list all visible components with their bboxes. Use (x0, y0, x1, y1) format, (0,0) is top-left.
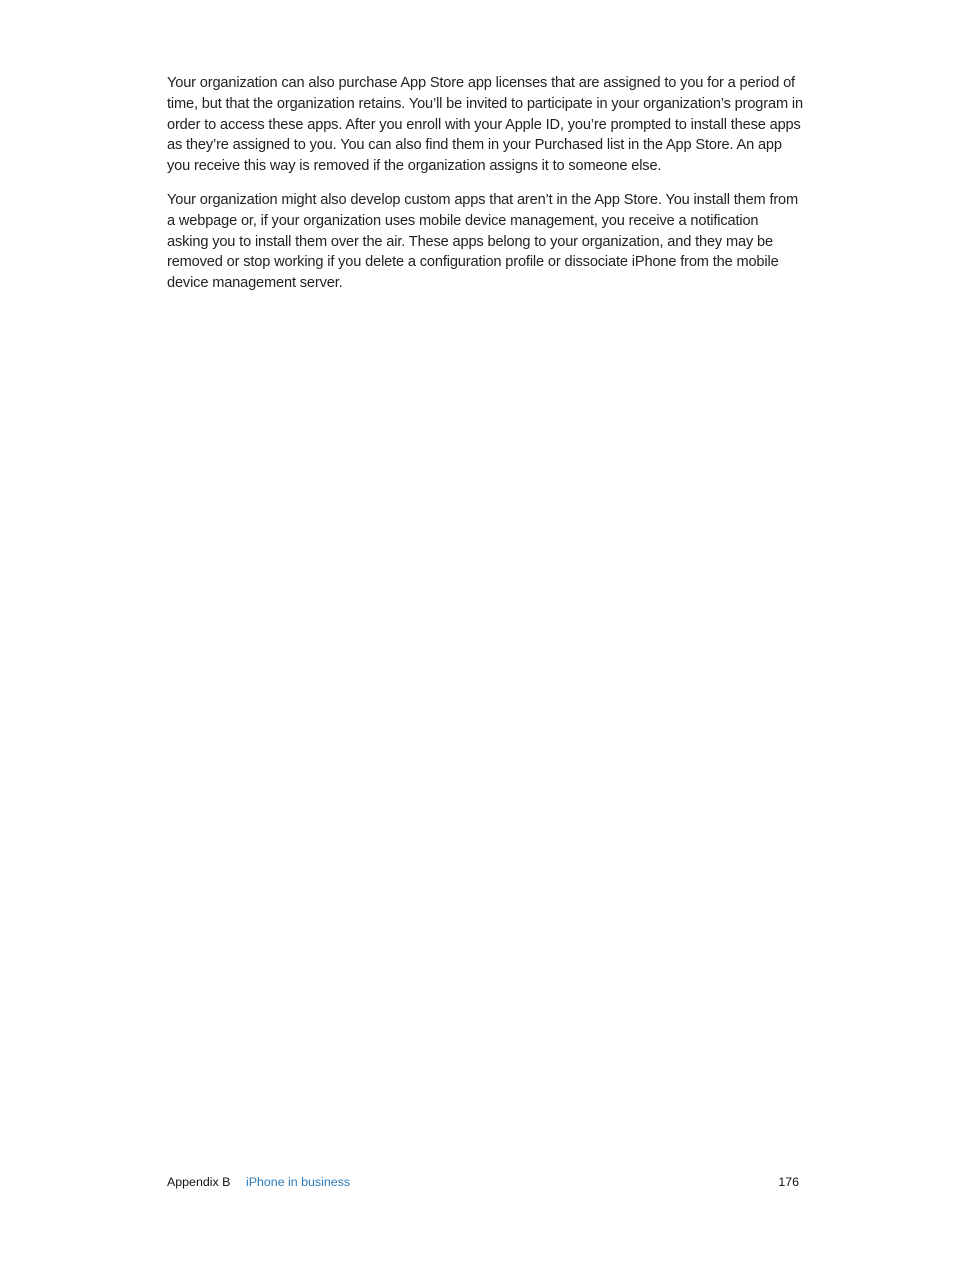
page-body (167, 73, 803, 307)
body-paragraph: Your organization can also purchase App Store app licenses that are assigned to you for a period of time, but that the organization retains. You’ll be invited to participate in your organization’s program in order to access these apps. After you enroll with your Apple ID, you’re prompted to install these apps as they’re assigned to you. You can also find them in your Purchased list in the App Store. An app you receive this way is removed if the organization assigns it to someone else. (167, 75, 803, 175)
footer-appendix-label: Appendix B (167, 1175, 231, 1189)
footer-page-number: 176 (778, 1175, 799, 1189)
body-paragraph: Your organization might also develop custom apps that aren’t in the App Store. You install them from a webpage or, if your organization uses mobile device management, you receive a notification asking you to install them over the air. These apps belong to your organization, and they may be removed or stop working if you delete a configuration profile or dissociate iPhone from the mobile device management server. (167, 191, 799, 292)
page-footer (167, 1172, 799, 1192)
footer-chapter-link[interactable]: iPhone in business (246, 1175, 351, 1189)
